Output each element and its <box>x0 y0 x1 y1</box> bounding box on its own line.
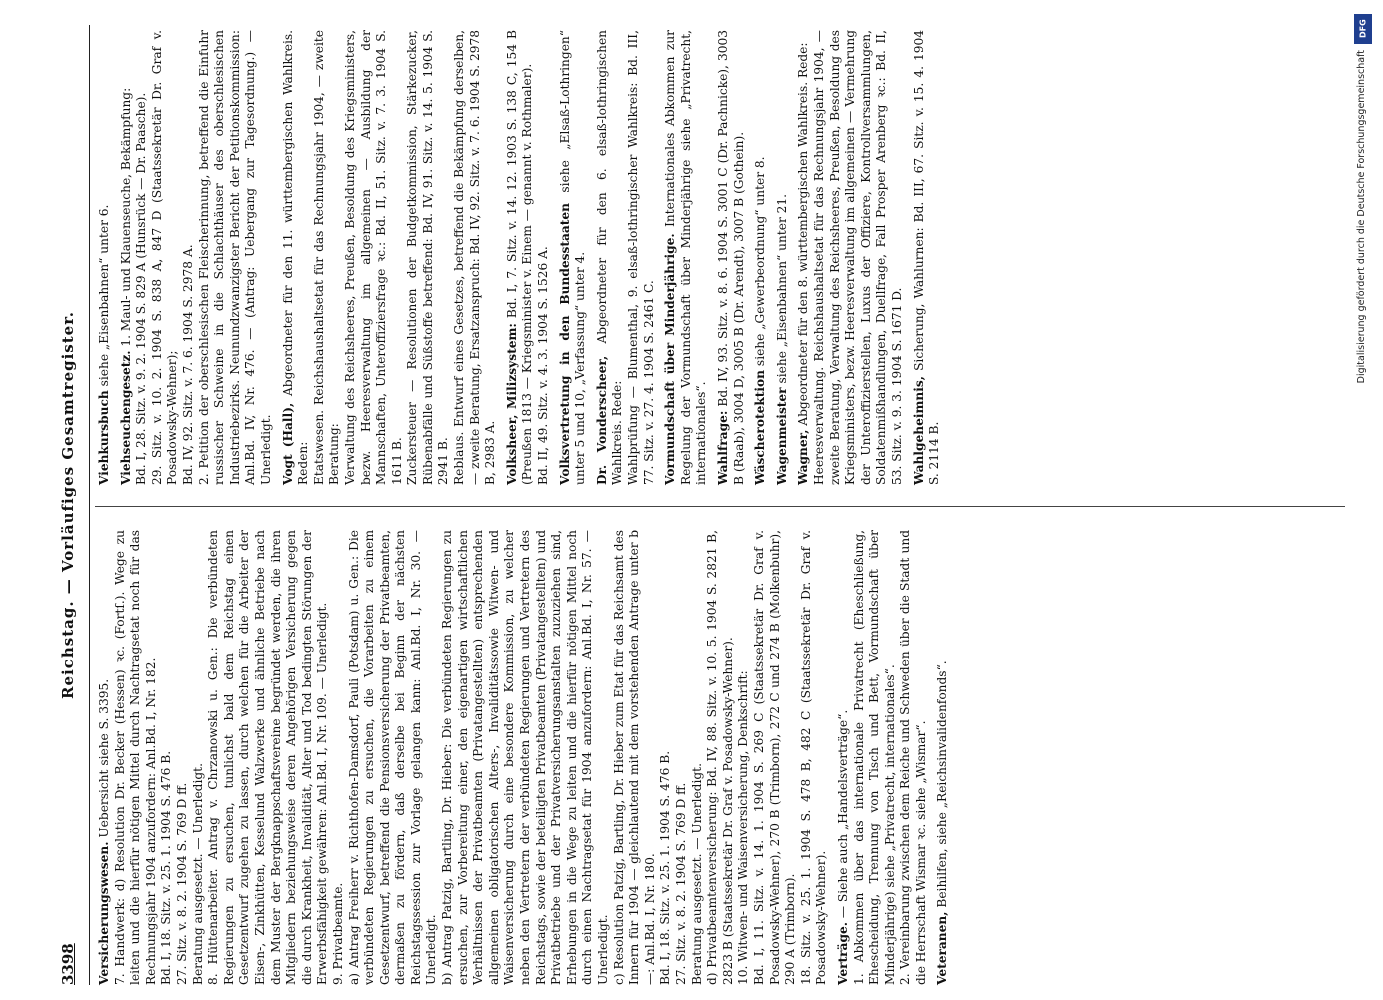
entry-line: 10. Witwen- und Waisenversicherung, Denkschrift: <box>736 670 751 985</box>
dfg-logo: DFG <box>1354 14 1372 44</box>
entry-line: Bd. IV, 93. Sitz. v. 8. 6. 1904 S. 3001 C (Dr. Pachnicke), 3003 B (Raab), 3004 D, 3005 B (Dr. Arendt), 3007 B (Gothein). <box>715 30 746 485</box>
entry-heading: Volksheer, Milizsystem: <box>504 323 519 485</box>
entry-line: siehe „Gewerbeordnung“ unter 8. <box>753 156 768 367</box>
entry-line: Beratung ausgesetzt. — Unerledigt. <box>190 763 205 985</box>
register-entry <box>935 530 951 985</box>
register-entry <box>595 30 657 485</box>
entry-line: c) Resolution Patzig, Bartling, Dr. Hieber zum Etat für das Reichsamt des Innern für 1904 — gleichlautend mit dem vorstehenden Antrage unter b —: Anl.Bd. I, Nr. 180. <box>611 530 657 985</box>
entry-line: siehe „Eisenbahnen“ unter 6. <box>97 204 111 387</box>
register-entry <box>558 30 589 485</box>
entry-heading: Vormundschaft über Minderjährige. <box>663 233 678 485</box>
entry-line: Bd. IV, 92. Sitz. v. 7. 6. 1904 S. 2978 A. <box>180 244 195 485</box>
entry-heading: Viehseuchengesetz. <box>118 350 133 485</box>
register-entry <box>97 30 113 485</box>
column-divider <box>95 506 1345 507</box>
entry-line: 2. Vereinbarung zwischen dem Reiche und Schweden über die Stadt und die Herrschaft Wismar ꝛc. siehe „Wismar“. <box>898 530 928 985</box>
entry-line: siehe „Eisenbahnen“ unter 21. <box>774 193 789 384</box>
entry-line: Bd. I, 18. Sitz. v. 25. 1. 1904 S. 476 B. <box>658 750 673 985</box>
entry-line: Bd. I, 28. Sitz. v. 9. 2. 1904 S. 829 A (Hunsrück — Dr. Paasche). <box>134 92 149 485</box>
entry-line: 18. Sitz. v. 25. 1. 1904 S. 478 B, 482 C (Staatssekretär Dr. Graf v. Posadowsky-Wehner). <box>798 530 829 985</box>
entry-line: Bd. I, 7. Sitz. v. 14. 12. 1903 S. 138 C, 154 B (Preußen 1813 — Kriegsminister v. Einem — genannt v. Rothmaler). <box>504 30 535 485</box>
header-rule <box>89 25 90 985</box>
entry-line: Abgeordneter für den 6. elsaß-lothringischen Wahlkreis. Rede: <box>594 29 625 485</box>
entry-line: 27. Sitz. v. 8. 2. 1904 S. 769 D ff. <box>174 782 189 985</box>
register-entry <box>663 30 710 485</box>
entry-heading: Dr. Vonderscheer, <box>594 355 609 485</box>
entry-line: d) Privatbeamtenversicherung: Bd. IV, 88. Sitz. v. 10. 5. 1904 S. 2821 B, 2823 B (Staatssekretär Dr. Graf v. Posadowsky-Wehner). <box>705 530 735 985</box>
entry-heading: Wagner, <box>796 429 811 485</box>
digitization-sidebar <box>1352 8 1376 992</box>
entry-line: Beratung ausgesetzt. — Unerledigt. <box>689 763 704 985</box>
entry-heading: Wäscherotektion <box>753 369 768 485</box>
rotated-register-page <box>55 25 1355 985</box>
entry-line: a) Antrag Freiherr v. Richthofen-Damsdorf, Pauli (Potsdam) u. Gen.: Die verbündeten Regierungen zu ersuchen, die Vorarbeiten zu einem Gesetzentwurf, betreffend die Pensionsversicherung der Privatbeamten, dermaßen zu fördern, daß derselbe bei Beginn der nächsten Reichstagssession zur Vorlage gelangen kann: Anl.Bd. I, Nr. 30. — Unerledigt. <box>346 530 439 985</box>
right-column <box>97 30 949 485</box>
entry-line: 9. Privatbeamte. <box>330 882 345 985</box>
entry-heading: Verträge. <box>835 922 850 985</box>
entry-line: Bd. I, 11. Sitz. v. 14. 1. 1904 S. 269 C (Staatssekretär Dr. Graf v. Posadowsky-Wehner), 270 B (Trimborn), 272 C und 274 B (Molkenbuhr), 290 A (Trimborn). <box>751 530 798 985</box>
page-title: Reichstag. — Vorläufiges Gesamtregister. <box>59 311 77 699</box>
register-entry <box>912 30 943 485</box>
entry-line: — Siehe auch „Handelsverträge“. <box>835 709 850 919</box>
entry-line: Internationales Abkommen zur Regelung der Vormundschaft über Minderjährige siehe „Privatrecht, internationales“. <box>663 30 709 485</box>
entry-line: Sicherung, Wahlurnen: Bd. III, 67. Sitz. v. 15. 4. 1904 S. 2114 B. <box>911 29 942 485</box>
entry-heading: Wagenmeister <box>774 387 789 485</box>
entry-heading: Veteranen, <box>935 911 950 985</box>
entry-line: Abgeordneter für den 11. württembergischen Wahlkreis. Reden: <box>280 29 311 485</box>
entry-line: Bd. II, 49. Sitz. v. 4. 3. 1904 S. 1526 A. <box>536 246 551 485</box>
register-entry <box>119 30 275 485</box>
register-entry <box>753 30 769 485</box>
entry-line: Etatswesen. Reichshaushaltsetat für das Rechnungsjahr 1904, — zweite Beratung: <box>311 30 342 485</box>
entry-heading: Volksvertretung in den Bundesstaaten <box>557 203 572 485</box>
entry-heading: Viehkursbuch <box>97 390 111 485</box>
entry-line: 1. Maul- und Klauenseuche, Bekämpfung: <box>118 87 133 347</box>
entry-heading: Wahlgeheimnis, <box>911 375 926 485</box>
entry-line: Wahlprüfung — Blumenthal, 9. elsaß-lothringischer Wahlkreis: Bd. III, 77. Sitz. v. 27. 4. 1904 S. 2461 C. <box>626 30 656 485</box>
page-header <box>55 25 85 985</box>
register-entry <box>836 530 930 985</box>
entry-line: 2. Petition der oberschlesischen Fleischerinnung, betreffend die Einfuhr russischer Schweine in die Schlachthäuser des oberschlesischen Industriebezirks. Neunundzwanzigster Bericht der Petitionskommission: Anl.Bd. IV, Nr. 476. — (Antrag: Uebergang zur Tagesordnung.) — Unerledigt. <box>196 30 273 485</box>
register-entry <box>796 30 905 485</box>
entry-line: Zuckersteuer — Resolutionen der Budgetkommission, Stärkezucker, Rübenabfälle und Süßstoffe betreffend: Bd. IV, 91. Sitz. v. 14. 5. 1904 S. 2941 B. <box>405 30 451 485</box>
page-number: 3398 <box>59 943 77 985</box>
register-entry <box>97 530 830 985</box>
digitization-credit: Digitalisierung gefördert durch die Deutsche Forschungsgemeinschaft <box>1356 50 1367 384</box>
entry-line: 27. Sitz. v. 8. 2. 1904 S. 769 D ff. <box>673 782 688 985</box>
entry-line: Heeresverwaltung. Reichshaushaltsetat für das Rechnungsjahr 1904, — zweite Beratung, Verwaltung des Reichsheeres, Preußen, Besoldung des Kriegsministers, bezw. Heeresverwaltung im allgemeinen — Vermehrung der Unteroffizierstellen, Luxus der Offiziere, Kontrollversammlungen, Soldatenmißhandlungen, Duellfrage, Fall Prosper Arenberg ꝛc.: Bd. II, 53. Sitz. v. 9. 3. 1904 S. 1671 D. <box>811 30 904 485</box>
entry-line: b) Antrag Patzig, Bartling, Dr. Hieber: Die verbündeten Regierungen zu ersuchen, zur Vorbereitung einer, den eigenartigen wirtschaftlichen Verhältnissen der Privatbeamten (Privatangestellten) entsprechenden allgemeinen obligatorischen Alters-, Invaliditätssowie Witwen- und Waisenversicherung durch eine besondere Kommission, zu welcher neben den Vertretern der verbündeten Regierungen und Vertretern des Reichstags, sowie der beteiligten Privatbeamten (Privatangestellten) und Privatbetriebe und der Privatversicherungsanstalten zuzuziehen sind, Erhebungen in die Wege zu leiten und die hierfür nötigen Mittel noch durch einen Nachtragsetat für 1904 anzufordern: Anl.Bd. I, Nr. 57. — Unerledigt. <box>440 530 610 985</box>
register-entry <box>716 30 747 485</box>
entry-line: Verwaltung des Reichsheeres, Preußen, Besoldung des Kriegsministers, bezw. Heeresverwaltung im allgemeinen — Ausbildung der Mannschaften, Unteroffiziersfrage ꝛc.: Bd. II, 51. Sitz. v. 7. 3. 1904 S. 1611 B. <box>342 30 404 485</box>
entry-heading: Versicherungswesen. <box>97 841 111 985</box>
register-entry <box>281 30 499 485</box>
entry-heading: Wahlfrage: <box>715 410 730 485</box>
entry-line: Uebersicht siehe S. 3395. <box>97 678 111 838</box>
left-column <box>97 530 957 985</box>
register-entry <box>505 30 552 485</box>
entry-line: Abgeordneter für den 8. württembergischen Wahlkreis. Rede: <box>796 42 811 426</box>
entry-line: 7. Handwerk: d) Resolution Dr. Becker (Hessen) ꝛc. (Fortſ.). Wege zu leiten und die hierfür nötigen Mittel durch Nachtragsetat noch für das Rechnungsjahr 1904 anzufordern: Anl.Bd. I, Nr. 182. <box>112 530 158 985</box>
entry-line: Reblaus. Entwurf eines Gesetzes, betreffend die Bekämpfung derselben, — zweite Beratung, Ersatzanspruch: Bd. IV, 92. Sitz. v. 7. 6. 1904 S. 2978 B, 2983 A. <box>452 30 498 485</box>
entry-line: siehe „Elsaß-Lothringen“ unter 5 und 10, „Verfassung“ unter 4. <box>557 30 588 485</box>
register-entry <box>775 30 791 485</box>
entry-line: Bd. I, 18. Sitz. v. 25. 1. 1904 S. 476 B. <box>159 750 174 985</box>
entry-heading: Vogt (Hall), <box>280 402 295 485</box>
entry-line: 29. Sitz. v. 10. 2. 1904 S. 838 A, 847 D (Staatssekretär Dr. Graf v. Posadowsky-Wehner); <box>149 30 180 485</box>
entry-line: Beihilfen, siehe „Reichsinvalidenfonds“. <box>935 660 950 908</box>
entry-line: 8. Hüttenarbeiter. Antrag v. Chrzanowski u. Gen.: Die verbündeten Regierungen zu ersuchen, tunlichst bald dem Reichstag einen Gesetzentwurf zugehen zu lassen, durch welchen für die Arbeiter der Eisen-, Zinkhütten, Kesselund Walzwerke und ähnliche Betriebe nach dem Muster der Bergknappschaftsvereine begründet werden, die ihren Mitgliedern beziehungsweise deren Angehörigen Versicherung gegen die durch Krankheit, Invalidität, Alter und Tod bedingten Störungen der Erwerbsfähigkeit gewähren: Anl.Bd. I, Nr. 109. — Unerledigt. <box>206 530 330 985</box>
entry-line: 1. Abkommen über das internationale Privatrecht (Eheschließung, Ehescheidung, Trennung von Tisch und Bett, Vormundschaft über Minderjährige) siehe „Privatrecht, internationales“. <box>851 530 897 985</box>
